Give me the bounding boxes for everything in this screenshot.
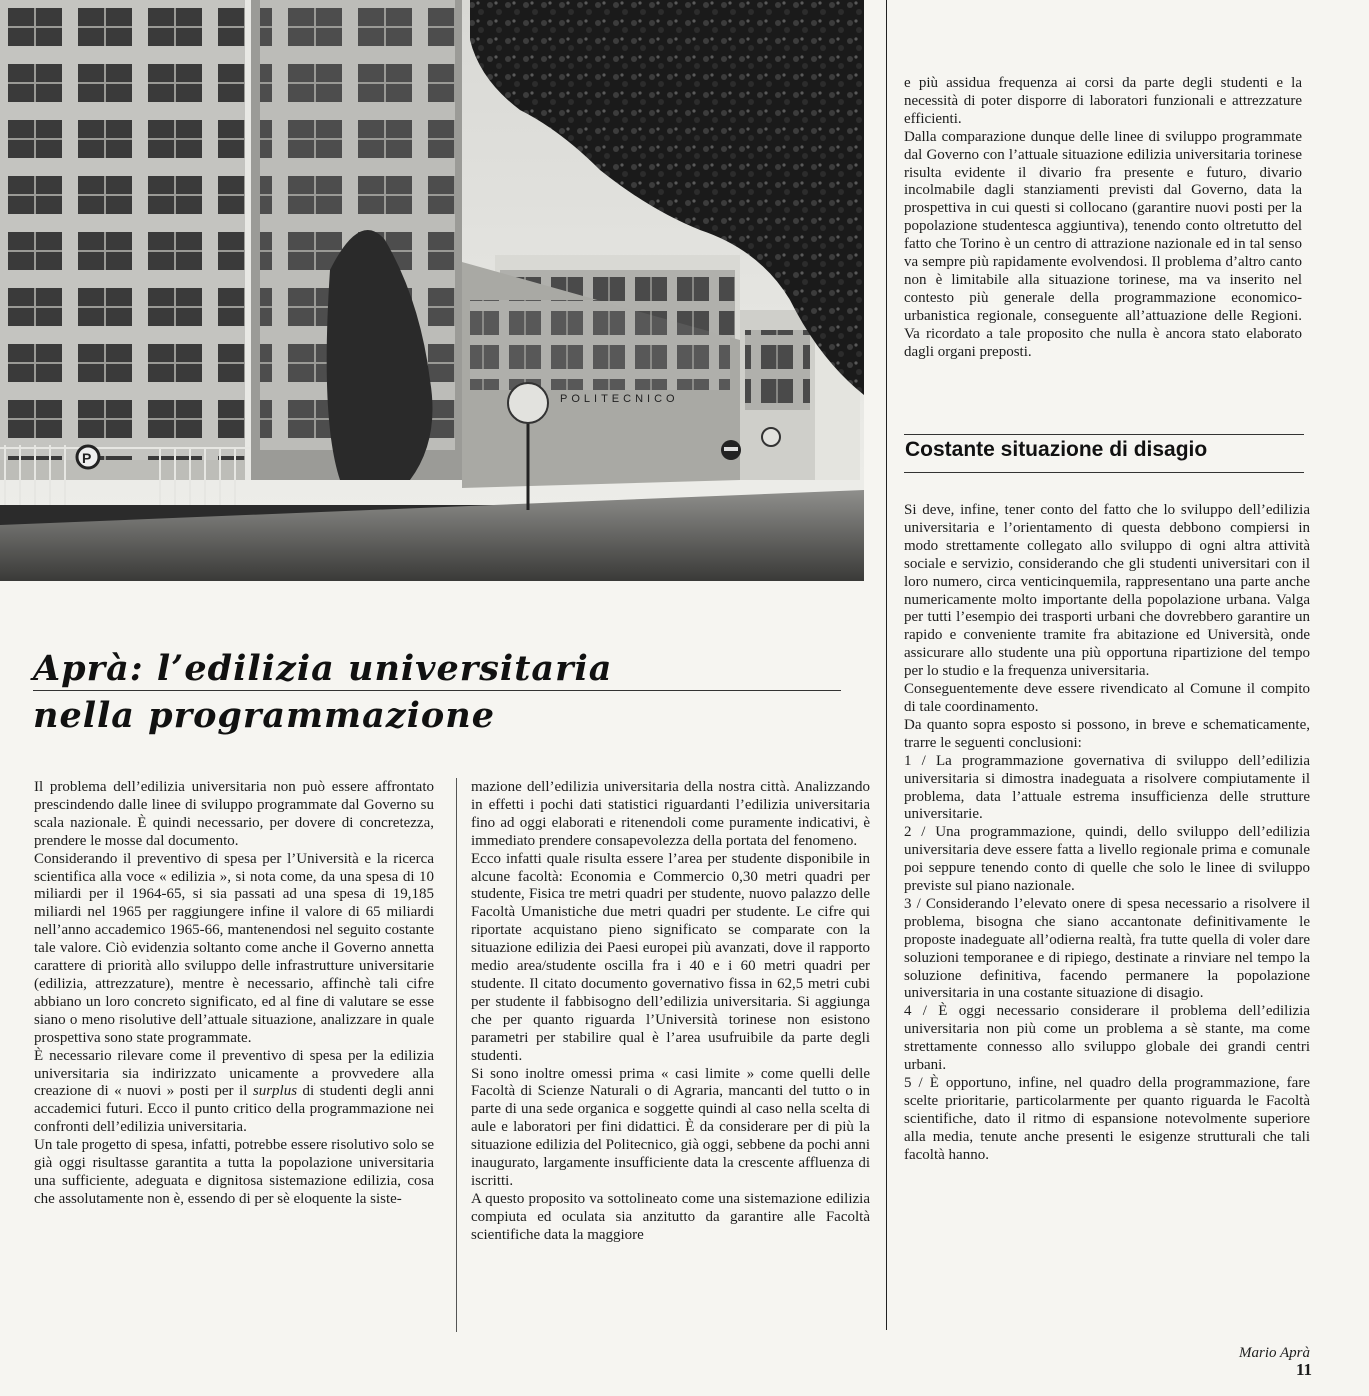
list-item: 3 / Considerando l’elevato onere di spesa necessario a risolvere il problema, bisogna che siano accantonate definitivamente le proposte inadeguate all’odierna realtà, fra tutte quella di voler dare soluzioni temporanee e di ripiego, destinate a rinviare nel tempo la soluzione definitiva, facendo permanere la popolazione universitaria in una costante situazione di disagio. (904, 895, 1310, 1002)
list-item: 2 / Una programmazione, quindi, dello sviluppo dell’edilizia universitaria deve essere fatta a livello regionale prima e comunale poi seppure tenendo conto di quelle che solo le linee di sviluppo previste sul piano nazionale. (904, 824, 1310, 895)
page-number: 11 (1295, 1360, 1312, 1379)
list-item: 1 / La programmazione governativa di sviluppo dell’edilizia universitaria si dimostra inadeguata a risolvere compiutamente il problema, data l’attuale estrema insufficienza delle strutture universitarie. (904, 752, 1310, 823)
paragraph: Dalla comparazione dunque delle linee di sviluppo programmate dal Governo con l’attuale situazione edilizia universitaria torinese risulta evidente il divario fra presente e futuro, divario incolmabile dagli stanziamenti previsti dal Governo, data la prospettiva in cui questi si collocano (garantire nuovi posti per la popolazione studentesca aggiuntiva), tenendo conto oltretutto del fatto che Torino è un centro di attrazione nazionale ed in tal senso va sempre più rapidamente evolvendosi. Il problema d’altro canto non è limitabile alla situazione torinese, ma va inserito nel contesto più generale della programmazione economico-urbanistica regionale, conseguente all’attuazione delle Regioni. Va ricordato a tale proposito che nulla è ancora stato elaborato dagli organi preposti. (904, 128, 1302, 360)
paragraph (34, 1048, 434, 1138)
column-divider (456, 778, 457, 1332)
politecnico-sign: POLITECNICO (560, 393, 679, 405)
text-column-1 (34, 779, 434, 1209)
text-span: È necessario rilevare come il preventivo di spesa per la edilizia universitaria sia indirizzato unicamente a provvedere alla creazione di « nuovi » posti per il (34, 1047, 434, 1100)
paragraph: Si deve, infine, tener conto del fatto che lo sviluppo dell’edilizia universitaria e l’orientamento di questa debbono compiersi in modo strettamente collegato allo sviluppo di ogni altra attività sociale e servizio, considerando che gli studenti universitari con il loro numero, circa venticinquemila, rappresentano una parte anche numericamente molto importante della popolazione urbana. Valga per tutti l’esempio dei trasporti urbani che dovrebbero garantire un rapido e conveniente tramite fra abitazione ed Università, onde assicurare allo studente una più opportuna ripartizione del tempo per lo studio e la frequenza universitaria. (904, 502, 1310, 680)
paragraph: Da quanto sopra esposto si possono, in breve e schematicamente, trarre le seguenti conclusioni: (904, 716, 1310, 751)
building-photo-icon (0, 0, 864, 581)
paragraph: mazione dell’edilizia universitaria della nostra città. Analizzando in effetti i pochi dati statistici riguardanti l’edilizia universitaria fino ad oggi elaborati e ritenendoli come puramente indicativi, è immediato prendere consapevolezza della portata del fenomeno. (471, 779, 870, 849)
paragraph: e più assidua frequenza ai corsi da parte degli studenti e la necessità di poter disporre di laboratori funzionali e attrezzature efficienti. (904, 75, 1302, 127)
article-title (33, 645, 843, 739)
text-column-4 (904, 502, 1310, 1165)
paragraph: Un tale progetto di spesa, infatti, potrebbe essere risolutivo solo se già oggi risultasse garantita a tutta la popolazione universitaria una sufficiente, adeguata e dignitosa sistemazione edilizia, cosa che assolutamente non è, essendo di per sè eloquente la siste- (34, 1137, 434, 1207)
author-signature: Mario Aprà (1239, 1345, 1310, 1361)
article-photo (0, 0, 864, 581)
paragraph: Considerando il preventivo di spesa per l’Università e la ricerca scientifica alla voce « edilizia », si nota come, da una spesa di 10 miliardi per il 1964-65, si sia passati ad una spesa di 19,185 miliardi nel 1965 per raggiungere infine il valore di 65 miliardi nell’anno accademico 1965-66, mantenendosi nel seguito costante tale valore. Ciò evidenzia soltanto come anche il Governo annetta carattere di priorità allo sviluppo delle infrastrutture universitarie (edilizia, attrezzature), mentre è necessario, affinchè tali cifre abbiano un loro concreto significato, ed al fine di valutare se esse siano o meno risolutive dell’attuale situazione, analizzare in quale prospettiva sono state programmate. (34, 850, 434, 1046)
title-line-2: nella programmazione (33, 695, 495, 736)
text-column-2 (471, 779, 870, 1245)
parking-sign: P (82, 450, 92, 466)
title-rule (33, 690, 841, 691)
section-rule-top (904, 434, 1304, 435)
section-title: Costante situazione di disagio (905, 438, 1208, 461)
list-item: 4 / È oggi necessario considerare il problema dell’edilizia universitaria non più come un problema a sè stante, ma come strettamente connesso allo sviluppo globale dei grandi centri urbani. (904, 1003, 1310, 1074)
list-item: 5 / È opportuno, infine, nel quadro della programmazione, fare scelte prioritarie, particolarmente per quanto riguarda le Facoltà scientifiche, dato il ritmo di espansione notevolmente superiore alla media, tenute anche presenti le esigenze strutturali che tali facoltà hanno. (904, 1075, 1310, 1163)
paragraph: Si sono inoltre omessi prima « casi limite » come quelli delle Facoltà di Scienze Naturali o di Agraria, mancanti del tutto o in parte di una sede organica e soggette quindi al caso nella scelta di aule e laboratori per fini didattici. È da considerare per di più la situazione edilizia del Politecnico, già oggi, sebbene da pochi anni inaugurato, largamente insufficiente data la crescente affluenza di iscritti. (471, 1065, 870, 1189)
paragraph: Conseguentemente deve essere rivendicato al Comune il compito di tale coordinamento. (904, 681, 1310, 715)
paragraph: Ecco infatti quale risulta essere l’area per studente disponibile in alcune facoltà: Economia e Commercio 0,30 metri quadri per studente, Fisica tre metri quadri per studente, nuovo palazzo delle Facoltà Umanistiche due metri quadri per studente. Le cifre qui riportate acquistano pieno significato se comparate con la situazione edilizia dei Paesi europei più avanzati, dove il rapporto medio area/studente oscilla fra i 40 e i 60 metri quadri per studente. Il citato documento governativo fissa in 62,5 metri cubi per studente il fabbisogno dell’edilizia universitaria. Si aggiunga che per quanto riguarda l’Università torinese non esistono parametri per stabilire qual è l’area usufruibile da parte degli studenti. (471, 850, 870, 1064)
text-span: di studenti degli anni accademici futuri. Ecco il punto critico della programmazione nei confronti dell’edilizia universitaria. (34, 1083, 435, 1136)
paragraph: Il problema dell’edilizia universitaria non può essere affrontato prescindendo dalle linee di sviluppo programmate dal Governo su scala nazionale. È quindi necessario, per dovere di concretezza, prendere le mosse dal documento. (34, 779, 434, 849)
italic-term: surplus (252, 1083, 298, 1100)
paragraph: A questo proposito va sottolineato come una sistemazione edilizia compiuta ed oculata sia anzitutto da garantire alle Facoltà scientifiche data la maggiore (471, 1190, 870, 1243)
text-column-3 (904, 75, 1302, 362)
column-divider (886, 0, 887, 1330)
title-line-1: Aprà: l’edilizia universitaria (33, 648, 613, 689)
section-rule-bottom (904, 472, 1304, 473)
